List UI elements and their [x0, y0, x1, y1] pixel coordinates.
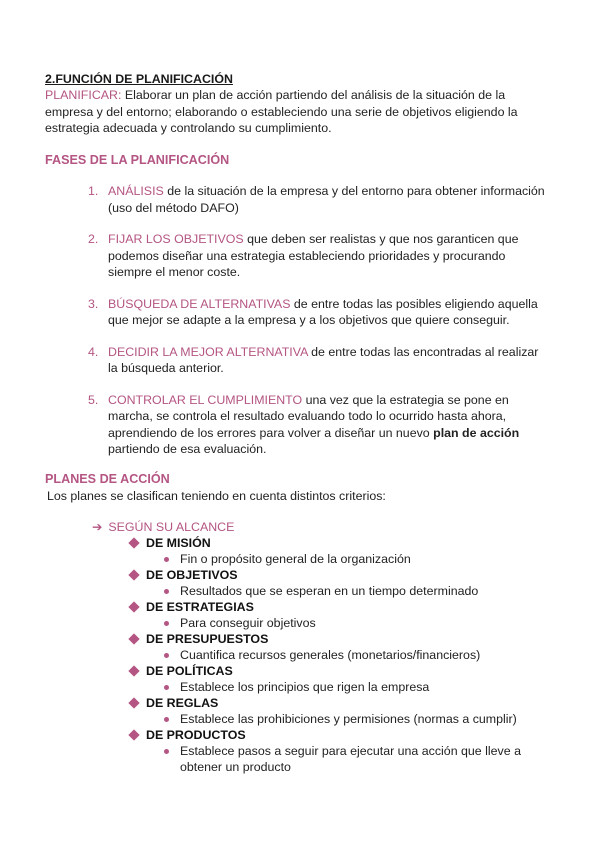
fase-number: 1. — [88, 184, 99, 198]
plan-type-desc-text: Cuantifica recursos generales (monetarios/financieros) — [180, 648, 481, 662]
plan-type-desc-text: Fin o propósito general de la organización — [180, 552, 411, 566]
alcance-label: SEGÚN SU ALCANCE — [108, 520, 235, 534]
plan-type — [128, 663, 528, 679]
arrow-right-icon: ➔ — [92, 520, 103, 534]
diamond-bullet-icon — [128, 697, 139, 708]
plan-type-label: DE ESTRATEGIAS — [146, 600, 254, 614]
plan-type-desc-text: Para conseguir objetivos — [180, 616, 316, 630]
bullet-icon — [162, 711, 180, 727]
plan-type-desc-text: Establece los principios que rigen la empresa — [180, 680, 430, 694]
fase-item — [88, 344, 548, 377]
diamond-bullet-icon — [128, 729, 139, 740]
fase-item — [88, 183, 548, 216]
intro-term: PLANIFICAR: — [45, 88, 122, 102]
plan-type-label: DE OBJETIVOS — [146, 568, 238, 582]
fase-bold: plan de acción — [433, 425, 520, 440]
fase-term: BÚSQUEDA DE ALTERNATIVAS — [108, 296, 291, 311]
fase-item — [88, 296, 548, 329]
fase-item — [88, 392, 548, 458]
planes-intro: Los planes se clasifican teniendo en cuenta distintos criterios: — [47, 489, 386, 503]
diamond-bullet-icon — [128, 665, 139, 676]
fase-tail: partiendo de esa evaluación. — [108, 442, 267, 456]
fase-text: de entre todas las encontradas al realizar la búsqueda anterior. — [108, 344, 539, 375]
plan-type — [128, 631, 528, 647]
fase-term: CONTROLAR EL CUMPLIMIENTO — [108, 392, 303, 407]
alcance-item — [92, 519, 234, 536]
fase-number: 2. — [88, 232, 99, 246]
plan-type-label: DE PRESUPUESTOS — [146, 632, 269, 646]
bullet-icon — [162, 551, 180, 567]
bullet-icon — [162, 647, 180, 663]
fase-number: 4. — [88, 344, 99, 359]
plan-types-list — [128, 535, 528, 775]
fase-text: una vez que la estrategia se pone en marcha, se controla el resultado evaluando todo lo ocurrido hasta ahora, aprendiendo de los errores para volver a diseñar un nuevo — [108, 392, 509, 440]
bullet-icon — [162, 679, 180, 695]
plan-type-desc — [128, 743, 528, 775]
plan-type-label: DE REGLAS — [146, 696, 219, 710]
fase-term: DECIDIR LA MEJOR ALTERNATIVA — [108, 344, 308, 359]
fase-number: 3. — [88, 296, 99, 311]
intro-paragraph — [45, 87, 555, 137]
plan-type — [128, 535, 528, 551]
fases-list — [88, 183, 548, 473]
diamond-bullet-icon — [128, 569, 139, 580]
diamond-bullet-icon — [128, 537, 139, 548]
diamond-bullet-icon — [128, 633, 139, 644]
bullet-icon — [162, 615, 180, 631]
plan-type-desc-text: Establece pasos a seguir para ejecutar una acción que lleve a obtener un producto — [180, 744, 521, 774]
plan-type-label: DE MISIÓN — [146, 536, 211, 550]
fase-number: 5. — [88, 392, 99, 407]
plan-type — [128, 695, 528, 711]
fase-item — [88, 231, 548, 281]
fase-text: de la situación de la empresa y del entorno para obtener información (uso del método DAFO) — [108, 184, 545, 215]
fase-text: de entre todas las posibles eligiendo aquella que mejor se adapte a la empresa y a los objetivos que quiere conseguir. — [108, 296, 538, 327]
plan-type — [128, 727, 528, 743]
plan-type-label: DE POLÍTICAS — [146, 664, 233, 678]
intro-text: Elaborar un plan de acción partiendo del análisis de la situación de la empresa y del entorno; elaborando o estableciendo una serie de objetivos eligiendo la estrategia adecuada y controlando su cumplimiento. — [45, 88, 518, 135]
plan-type — [128, 599, 528, 615]
plan-type-desc — [128, 679, 528, 695]
plan-type — [128, 567, 528, 583]
plan-type-desc — [128, 647, 528, 663]
plan-type-desc-text: Establece las prohibiciones y permisiones (normas a cumplir) — [180, 712, 517, 726]
fase-term: FIJAR LOS OBJETIVOS — [108, 232, 244, 246]
plan-type-desc — [128, 583, 528, 599]
fase-text: que deben ser realistas y que nos garanticen que podemos diseñar una estrategia estableciendo prioridades y procurando siempre el menor coste. — [108, 232, 519, 279]
bullet-icon — [162, 583, 180, 599]
plan-type-label: DE PRODUCTOS — [146, 728, 246, 742]
page-title: 2.FUNCIÓN DE PLANIFICACIÓN — [45, 72, 233, 86]
bullet-icon — [162, 743, 180, 775]
fases-heading: FASES DE LA PLANIFICACIÓN — [45, 153, 230, 167]
plan-type-desc-text: Resultados que se esperan en un tiempo determinado — [180, 584, 479, 598]
plan-type-desc — [128, 615, 528, 631]
plan-type-desc — [128, 711, 528, 727]
diamond-bullet-icon — [128, 601, 139, 612]
planes-heading: PLANES DE ACCIÓN — [45, 472, 170, 486]
plan-type-desc — [128, 551, 528, 567]
fase-term: ANÁLISIS — [108, 184, 164, 198]
